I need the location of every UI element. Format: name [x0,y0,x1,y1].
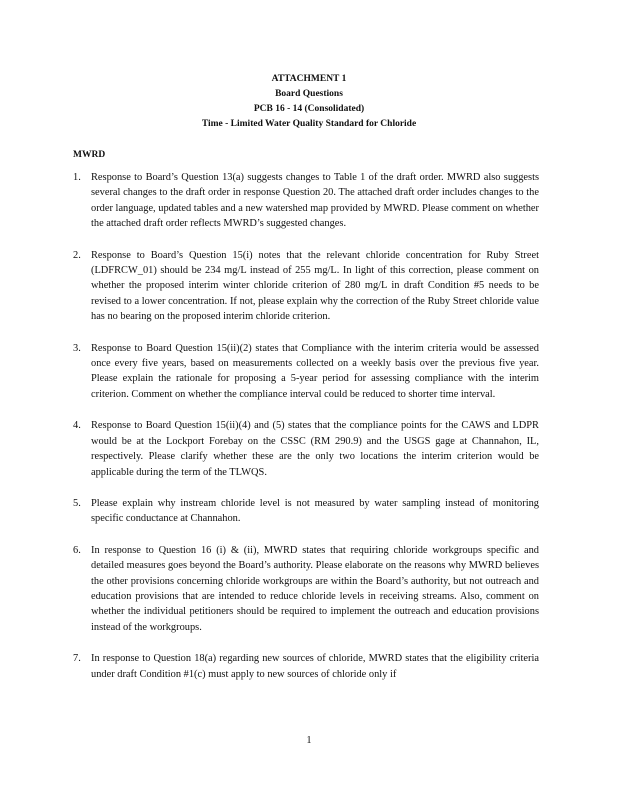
question-item [73,651,539,682]
question-text: In response to Question 16 (i) & (ii), MWRD states that requiring chloride workgroups specific and detailed measures goes beyond the Board’s authority. Please elaborate on the reasons why MWRD believes the other provisions concerning chloride workgroups are within the Board’s authority, but not outreach and education provisions that are intended to reduce chloride levels in receiving streams. Also, comment on whether the individual petitioners should be required to implement the outreach and education provisions instead of the workgroups. [91,544,539,633]
question-number: 4. [73,420,81,432]
question-number: 1. [73,172,81,183]
case-number: PCB 16 - 14 (Consolidated) [253,104,365,114]
question-text: Response to Board Question 15(ii)(4) and (5) states that the compliance points for the CAWS and LDPR would be at the Lockport Forebay on the CSSC (RM 290.9) and the USGS gage at Channahon, IL, respectively. Please clarify whether these are the only two locations the interim criterion would be applicable during the term of the TLWQS. [91,420,539,478]
question-list [73,170,539,698]
question-number: 7. [73,653,81,665]
document-header [0,72,618,132]
question-text: Response to Board’s Question 15(i) notes that the relevant chloride concentration for Ruby Street (LDFRCW_01) should be 234 mg/L instead of 255 mg/L. In light of this correction, please comment on whether the proposed interim winter chloride criterion of 280 mg/L in draft Condition #5 needs to be revised to a lower concentration. If not, please explain why the correction of the Ruby Street chloride value has no bearing on the proposed interim chloride criterion. [91,249,539,323]
question-number: 2. [73,249,81,261]
header-subtitle: Board Questions [275,89,343,99]
standard-title: Time - Limited Water Quality Standard for Chloride [201,119,417,129]
question-item [73,496,539,527]
question-text: Response to Board’s Question 13(a) suggests changes to Table 1 of the draft order. MWRD also suggests several changes to the draft order in response Question 20. The attached draft order includes changes to the order language, updated tables and a new watershed map provided by MWRD. Please comment on whether the attached draft order reflects MWRD’s suggested changes. [91,172,539,230]
attachment-title: ATTACHMENT 1 [271,74,347,84]
question-number: 6. [73,544,81,556]
question-number: 5. [73,497,81,509]
question-text: Please explain why instream chloride level is not measured by water sampling instead of monitoring specific conductance at Channahon. [91,497,539,525]
section-label: MWRD [73,150,106,160]
question-text: Response to Board Question 15(ii)(2) states that Compliance with the interim criteria would be assessed once every five years, based on measurements collected on a weekly basis over the previous five year. Please explain the rationale for proposing a 5-year period for assessing compliance with the interim criterion. Comment on whether the compliance interval could be reduced to shorter time interval. [91,342,539,400]
question-text: In response to Question 18(a) regarding new sources of chloride, MWRD states that the eligibility criteria under draft Condition #1(c) must apply to new sources of chloride only if [91,653,539,680]
question-item [73,170,539,232]
question-item [73,248,539,325]
question-item [73,418,539,480]
page-number: 1 [306,735,312,746]
question-item [73,543,539,635]
question-number: 3. [73,342,81,354]
question-item [73,341,539,403]
